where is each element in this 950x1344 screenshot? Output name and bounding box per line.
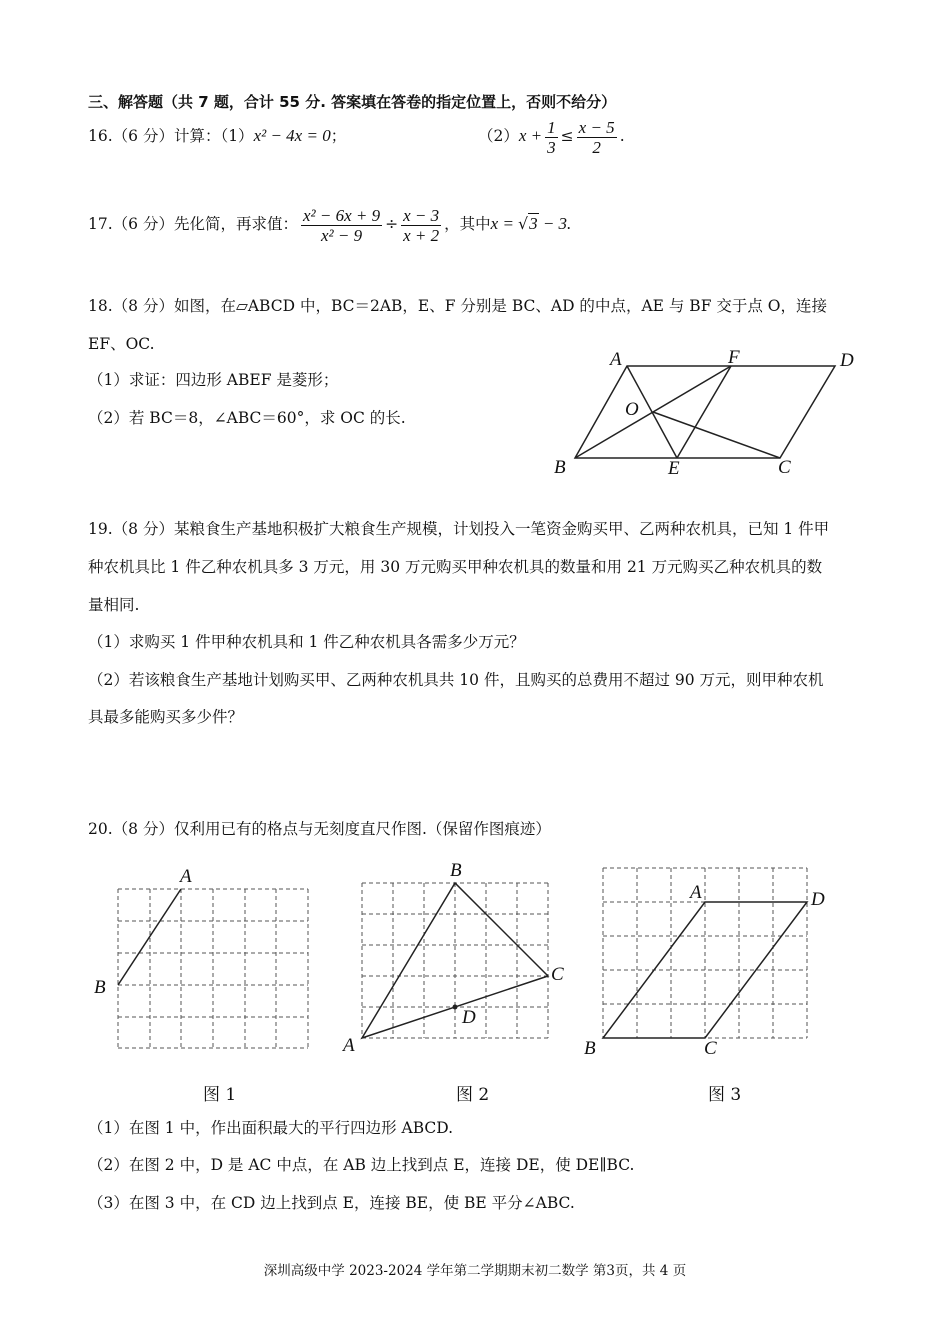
page-footer: 深圳高级中学 2023-2024 学年第二学期期末初二数学 第3页，共 4 页 <box>263 1263 687 1279</box>
fig2-label-B: B <box>450 860 462 881</box>
label-A: A <box>610 349 622 370</box>
fig2-label-D: D <box>462 1007 476 1028</box>
label-D: D <box>840 350 854 371</box>
q17-cond-pre: ，其中 <box>444 215 491 233</box>
q18-line1: 18.（8 分）如图，在▱ABCD 中，BC＝2AB，E、F 分别是 BC、AD 的中点，AE 与 BF 交于点 O，连接 <box>88 297 828 315</box>
fig3-label-B: B <box>584 1038 596 1059</box>
q20-figure-2 <box>340 858 580 1063</box>
label-E: E <box>668 458 680 479</box>
label-C: C <box>778 457 791 478</box>
q16-f1-den: 3 <box>547 137 556 157</box>
q20-figure-3 <box>582 858 842 1063</box>
q16-part2-label: （2） <box>478 127 519 145</box>
q16-p2-lhs: x + <box>518 126 543 145</box>
grid-1 <box>118 889 308 1048</box>
q17-cond-eq: = <box>498 214 519 233</box>
question-17 <box>88 204 571 245</box>
fig3-label-C: C <box>704 1038 717 1059</box>
fig2-label-A: A <box>343 1035 355 1056</box>
parallelogram-abcd <box>575 366 835 458</box>
section-heading: 三、解答题（共 7 题，合计 55 分. 答案填在答卷的指定位置上，否则不给分） <box>88 93 617 111</box>
q18-part1: （1）求证：四边形 ABEF 是菱形； <box>88 371 339 389</box>
q19-part2-line2: 具最多能购买多少件？ <box>88 708 244 726</box>
fig2-label-C: C <box>551 964 564 985</box>
q20-figure-1 <box>88 860 328 1060</box>
q17-fraction-2 <box>401 206 441 245</box>
label-B: B <box>554 457 566 478</box>
grid-2 <box>362 883 548 1038</box>
q16-f2-den: 2 <box>592 137 601 157</box>
q16-leq: ≤ <box>560 127 574 145</box>
q17-div: ÷ <box>385 215 399 233</box>
q19-line2: 种农机具比 1 件乙种农机具多 3 万元，用 30 万元购买甲种农机具的数量和用 21 万元购买乙种农机具的数 <box>88 558 823 576</box>
q16-sep: ； <box>330 127 347 145</box>
q16-fraction-2 <box>577 118 617 157</box>
grid-3 <box>603 868 807 1038</box>
fig3-caption: 图 3 <box>708 1085 742 1105</box>
q16-lead: 16.（6 分）计算：（1） <box>88 127 254 145</box>
point-d-fig2 <box>453 1005 458 1010</box>
label-O: O <box>625 399 639 420</box>
segment-ef <box>677 366 731 458</box>
fig3-label-A: A <box>690 882 702 903</box>
q18-part2: （2）若 BC＝8，∠ABC＝60°，求 OC 的长. <box>88 409 406 427</box>
fig1-label-A: A <box>180 866 192 887</box>
segment-oc <box>653 412 780 458</box>
q16-end: . <box>619 127 625 145</box>
q17-cond-tail: − 3. <box>538 214 572 233</box>
q17-f2-num: x − 3 <box>403 205 440 225</box>
q18-figure <box>550 340 870 480</box>
q19-part2-line1: （2）若该粮食生产基地计划购买甲、乙两种农机具共 10 件，且购买的总费用不超过 90 万元，则甲种农机 <box>88 671 824 689</box>
q20-part3: （3）在图 3 中，在 CD 边上找到点 E，连接 BE，使 BE 平分∠ABC. <box>88 1194 575 1212</box>
q16-f2-num: x − 5 <box>578 117 615 137</box>
q17-fraction-1 <box>301 206 382 245</box>
q17-f1-num: x² − 6x + 9 <box>302 205 381 225</box>
fig2-caption: 图 2 <box>456 1085 490 1105</box>
q16-f1-num: 1 <box>547 117 556 137</box>
q20-part2: （2）在图 2 中，D 是 AC 中点，在 AB 边上找到点 E，连接 DE，使 DE∥BC. <box>88 1156 635 1174</box>
label-F: F <box>728 347 740 368</box>
q17-sqrt-sign: √ <box>518 215 529 233</box>
fig3-label-D: D <box>811 889 825 910</box>
q16-fraction-1 <box>545 118 558 157</box>
fig1-caption: 图 1 <box>203 1085 237 1105</box>
q20-part1: （1）在图 1 中，作出面积最大的平行四边形 ABCD. <box>88 1119 454 1137</box>
q17-f1-den: x² − 9 <box>320 225 363 245</box>
q16-expr1: x² − 4x = 0 <box>253 126 331 145</box>
q20-lead: 20.（8 分）仅利用已有的格点与无刻度直尺作图.（保留作图痕迹） <box>88 820 551 838</box>
q18-line2: EF、OC. <box>88 335 155 353</box>
q19-part1: （1）求购买 1 件甲种农机具和 1 件乙种农机具各需多少万元？ <box>88 633 525 651</box>
q19-line1: 19.（8 分）某粮食生产基地积极扩大粮食生产规模，计划投入一笔资金购买甲、乙两种农机具，已知 1 件甲 <box>88 520 830 538</box>
q17-radicand: 3 <box>529 214 538 233</box>
q17-f2-den: x + 2 <box>403 225 440 245</box>
question-16-part1 <box>88 126 346 146</box>
q19-line3: 量相同. <box>88 596 140 614</box>
q17-cond-x: x <box>490 214 499 233</box>
question-16-part2 <box>478 116 625 157</box>
q17-lead: 17.（6 分）先化简，再求值： <box>88 215 298 233</box>
fig1-label-B: B <box>94 977 106 998</box>
